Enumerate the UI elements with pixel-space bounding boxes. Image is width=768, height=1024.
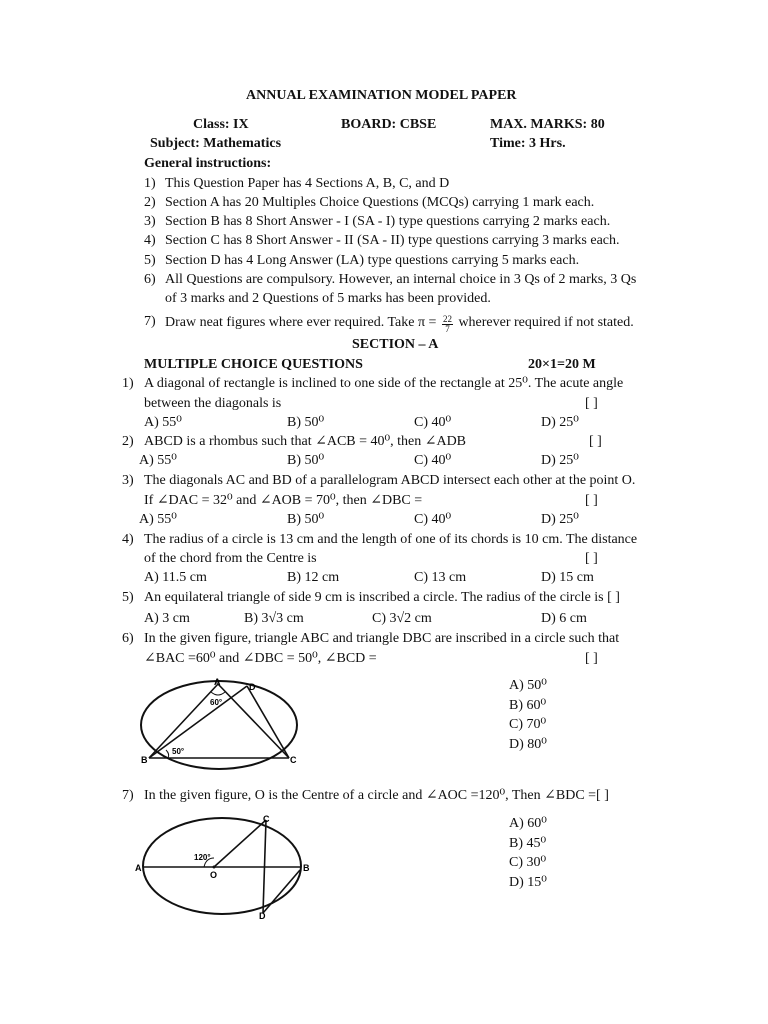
question-text: ABCD is a rhombus such that ∠ACB = 40⁰, then ∠ADB bbox=[144, 434, 467, 449]
instruction-num: 6) bbox=[144, 272, 156, 287]
board-label: BOARD: CBSE bbox=[341, 117, 437, 132]
instruction-text: This Question Paper has 4 Sections A, B, C, and D bbox=[165, 176, 450, 191]
option-c: C) 13 cm bbox=[414, 570, 467, 585]
label-a: A bbox=[214, 677, 221, 687]
label-b: B bbox=[303, 863, 310, 873]
question-number: 3) bbox=[122, 473, 134, 488]
center-point bbox=[213, 866, 216, 869]
question-text: between the diagonals is bbox=[144, 396, 282, 411]
instruction-text-part: wherever required if not stated. bbox=[454, 315, 634, 330]
instruction-text: Section B has 8 Short Answer - I (SA - I) type questions carrying 2 marks each. bbox=[165, 214, 611, 229]
option-b: B) 3√3 cm bbox=[244, 611, 304, 626]
option-a: A) 55⁰ bbox=[139, 512, 177, 527]
question-text: An equilateral triangle of side 9 cm is inscribed a circle. The radius of the circle is [ ] bbox=[144, 590, 620, 605]
option-a: A) 3 cm bbox=[144, 611, 190, 626]
question-text: A diagonal of rectangle is inclined to one side of the rectangle at 25⁰. The acute angle bbox=[144, 376, 624, 391]
option-a: A) 60⁰ bbox=[509, 816, 547, 831]
option-b: B) 60⁰ bbox=[509, 698, 547, 713]
max-marks-label: MAX. MARKS: 80 bbox=[490, 117, 605, 132]
label-c: C bbox=[290, 755, 297, 765]
fraction bbox=[442, 315, 453, 334]
question-number: 5) bbox=[122, 590, 134, 605]
circle-figure-q7 bbox=[132, 812, 322, 920]
fraction-denominator: 7 bbox=[445, 324, 450, 334]
question-text: The diagonals AC and BD of a parallelogram ABCD intersect each other at the point O. bbox=[144, 473, 636, 488]
angle-label-b: 50° bbox=[172, 747, 185, 756]
option-b: B) 50⁰ bbox=[287, 453, 325, 468]
circle bbox=[143, 818, 301, 914]
option-b: B) 45⁰ bbox=[509, 836, 547, 851]
label-d: D bbox=[249, 682, 256, 692]
option-c: C) 40⁰ bbox=[414, 415, 452, 430]
option-d: D) 25⁰ bbox=[541, 453, 579, 468]
class-label: Class: IX bbox=[193, 117, 249, 132]
mcq-heading: MULTIPLE CHOICE QUESTIONS bbox=[144, 357, 363, 372]
line-dc bbox=[247, 686, 289, 758]
subject-label: Subject: Mathematics bbox=[150, 136, 282, 151]
instruction-num: 3) bbox=[144, 214, 156, 229]
instruction-num: 4) bbox=[144, 233, 156, 248]
instruction-text: of 3 marks and 2 Questions of 5 marks has been provided. bbox=[165, 291, 491, 306]
option-d: D) 15 cm bbox=[541, 570, 594, 585]
option-d: D) 6 cm bbox=[541, 611, 587, 626]
question-number: 7) bbox=[122, 788, 134, 803]
option-a: A) 11.5 cm bbox=[144, 570, 207, 585]
option-b: B) 50⁰ bbox=[287, 415, 325, 430]
circle-figure-q6 bbox=[134, 676, 314, 776]
label-b: B bbox=[141, 755, 148, 765]
option-d: D) 80⁰ bbox=[509, 737, 547, 752]
question-text: The radius of a circle is 13 cm and the length of one of its chords is 10 cm. The distance bbox=[144, 532, 638, 547]
instruction-text: Section D has 4 Long Answer (LA) type questions carrying 5 marks each. bbox=[165, 253, 580, 268]
question-text: In the given figure, O is the Centre of a circle and ∠AOC =120⁰, Then ∠BDC =[ ] bbox=[144, 788, 609, 803]
answer-bracket: [ ] bbox=[585, 493, 598, 508]
time-label: Time: 3 Hrs. bbox=[490, 136, 566, 151]
label-a: A bbox=[135, 863, 142, 873]
label-c: C bbox=[263, 814, 270, 824]
instruction-text bbox=[165, 315, 634, 334]
question-text: If ∠DAC = 32⁰ and ∠AOB = 70⁰, then ∠DBC = bbox=[144, 493, 423, 508]
option-c: C) 3√2 cm bbox=[372, 611, 432, 626]
instruction-text: All Questions are compulsory. However, an internal choice in 3 Qs of 2 marks, 3 Qs bbox=[165, 272, 637, 287]
line-bd bbox=[149, 686, 247, 758]
option-c: C) 40⁰ bbox=[414, 453, 452, 468]
chord-db bbox=[263, 870, 300, 913]
instruction-text: Section A has 20 Multiples Choice Questions (MCQs) carrying 1 mark each. bbox=[165, 195, 595, 210]
mcq-marks: 20×1=20 M bbox=[528, 357, 596, 372]
angle-label: 120° bbox=[194, 853, 211, 862]
question-number: 6) bbox=[122, 631, 134, 646]
option-d: D) 25⁰ bbox=[541, 512, 579, 527]
answer-bracket: [ ] bbox=[585, 551, 598, 566]
option-c: C) 30⁰ bbox=[509, 855, 547, 870]
label-o: O bbox=[210, 870, 218, 880]
option-c: C) 70⁰ bbox=[509, 717, 547, 732]
option-d: D) 25⁰ bbox=[541, 415, 579, 430]
instruction-num: 5) bbox=[144, 253, 156, 268]
instruction-num: 2) bbox=[144, 195, 156, 210]
option-b: B) 50⁰ bbox=[287, 512, 325, 527]
option-d: D) 15⁰ bbox=[509, 875, 547, 890]
question-text: In the given figure, triangle ABC and triangle DBC are inscribed in a circle such that bbox=[144, 631, 620, 646]
instruction-text: Section C has 8 Short Answer - II (SA - II) type questions carrying 3 marks each. bbox=[165, 233, 620, 248]
question-number: 1) bbox=[122, 376, 134, 391]
option-a: A) 55⁰ bbox=[139, 453, 177, 468]
option-a: A) 55⁰ bbox=[144, 415, 182, 430]
question-text: of the chord from the Centre is bbox=[144, 551, 317, 566]
instruction-num: 7) bbox=[144, 314, 156, 329]
answer-bracket: [ ] bbox=[585, 651, 598, 666]
option-a: A) 50⁰ bbox=[509, 678, 547, 693]
question-text: ∠BAC =60⁰ and ∠DBC = 50⁰, ∠BCD = bbox=[144, 651, 377, 666]
radius-oc bbox=[214, 820, 266, 867]
label-d: D bbox=[259, 911, 266, 920]
section-title: SECTION – A bbox=[352, 337, 439, 352]
circle bbox=[141, 681, 297, 769]
option-c: C) 40⁰ bbox=[414, 512, 452, 527]
answer-bracket: [ ] bbox=[585, 396, 598, 411]
angle-arc-a bbox=[211, 692, 225, 695]
question-number: 4) bbox=[122, 532, 134, 547]
fraction-numerator: 22 bbox=[442, 314, 452, 324]
line-ac bbox=[218, 684, 289, 758]
instructions-heading: General instructions: bbox=[144, 156, 272, 171]
instruction-num: 1) bbox=[144, 176, 156, 191]
question-number: 2) bbox=[122, 434, 134, 449]
paper-title: ANNUAL EXAMINATION MODEL PAPER bbox=[246, 88, 517, 103]
angle-label-a: 60° bbox=[210, 698, 223, 707]
option-b: B) 12 cm bbox=[287, 570, 340, 585]
answer-bracket: [ ] bbox=[589, 434, 602, 449]
instruction-text-part: Draw neat figures where ever required. Take π = bbox=[165, 315, 440, 330]
